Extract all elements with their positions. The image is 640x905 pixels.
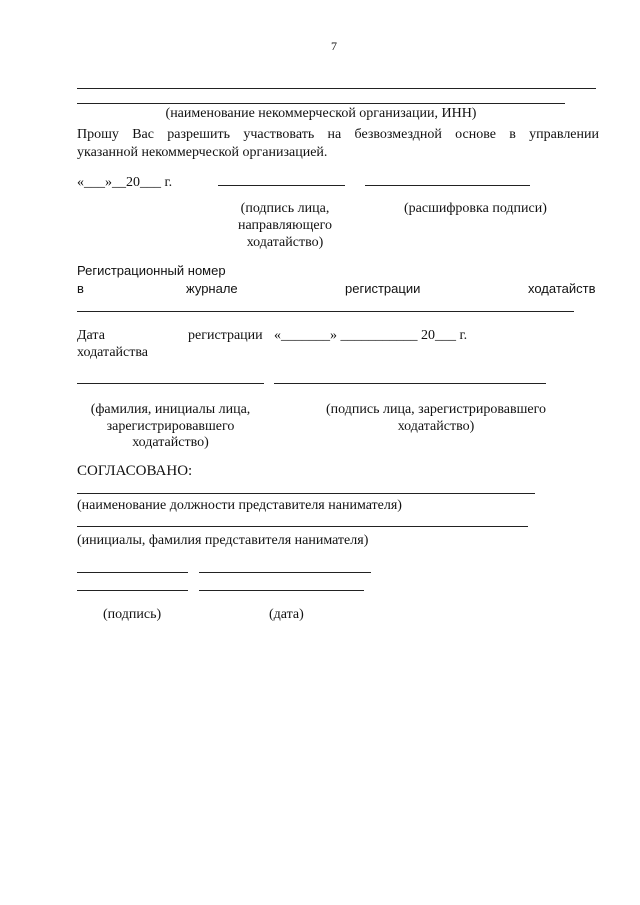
reg-date-word-1: Дата bbox=[77, 328, 105, 343]
approval-date-line-2[interactable] bbox=[199, 590, 364, 591]
signature-caption: (подпись) bbox=[103, 607, 162, 622]
reg-number-label: Регистрационный номер bbox=[77, 263, 226, 278]
registrar-signature-line[interactable] bbox=[274, 383, 546, 384]
reg-date-word-2: регистрации bbox=[188, 328, 263, 343]
registrar-sign-caption-1: (подпись лица, зарегистрировавшего bbox=[326, 402, 546, 417]
registrar-name-caption-3: ходатайство) bbox=[132, 435, 209, 450]
request-text-line-1: Прошу Вас разрешить участвовать на безвозмездной основе в управлении bbox=[77, 127, 599, 142]
approval-date-line-1[interactable] bbox=[199, 572, 371, 573]
registrar-name-line[interactable] bbox=[77, 383, 264, 384]
initials-caption: (инициалы, фамилия представителя нанимателя) bbox=[77, 533, 369, 548]
position-caption: (наименование должности представителя нанимателя) bbox=[77, 498, 402, 513]
applicant-sign-caption-3: ходатайство) bbox=[246, 235, 324, 250]
applicant-signature-line[interactable] bbox=[218, 185, 345, 186]
date-caption: (дата) bbox=[269, 607, 304, 622]
position-line[interactable] bbox=[77, 493, 535, 494]
reg-journal-word-4: ходатайств bbox=[528, 281, 596, 296]
registrar-name-caption-2: зарегистрировавшего bbox=[106, 419, 235, 434]
approval-signature-line-2[interactable] bbox=[77, 590, 188, 591]
applicant-sign-caption-1: (подпись лица, bbox=[240, 201, 330, 216]
request-text-line-2: указанной некоммерческой организацией. bbox=[77, 145, 328, 160]
reg-date-field[interactable]: «_______» ___________ 20___ г. bbox=[274, 328, 468, 343]
reg-journal-word-3: регистрации bbox=[345, 281, 421, 296]
registrar-name-caption-1: (фамилия, инициалы лица, bbox=[90, 402, 251, 417]
decode-caption: (расшифровка подписи) bbox=[404, 201, 547, 216]
org-name-line-2[interactable] bbox=[77, 103, 565, 104]
reg-journal-word-1: в bbox=[77, 281, 84, 296]
request-date[interactable]: «___»__20___ г. bbox=[77, 175, 173, 190]
approved-label: СОГЛАСОВАНО: bbox=[77, 463, 193, 479]
registrar-sign-caption-2: ходатайство) bbox=[397, 419, 475, 434]
approval-signature-line-1[interactable] bbox=[77, 572, 188, 573]
initials-line[interactable] bbox=[77, 526, 528, 527]
org-name-line-1[interactable] bbox=[77, 88, 596, 89]
page-number: 7 bbox=[331, 39, 337, 53]
org-caption: (наименование некоммерческой организации, ИНН) bbox=[165, 106, 477, 121]
reg-date-word-3: ходатайства bbox=[77, 345, 149, 360]
reg-number-line[interactable] bbox=[77, 311, 574, 312]
applicant-sign-caption-2: направляющего bbox=[238, 218, 332, 233]
reg-journal-word-2: журнале bbox=[186, 281, 238, 296]
applicant-decode-line[interactable] bbox=[365, 185, 530, 186]
